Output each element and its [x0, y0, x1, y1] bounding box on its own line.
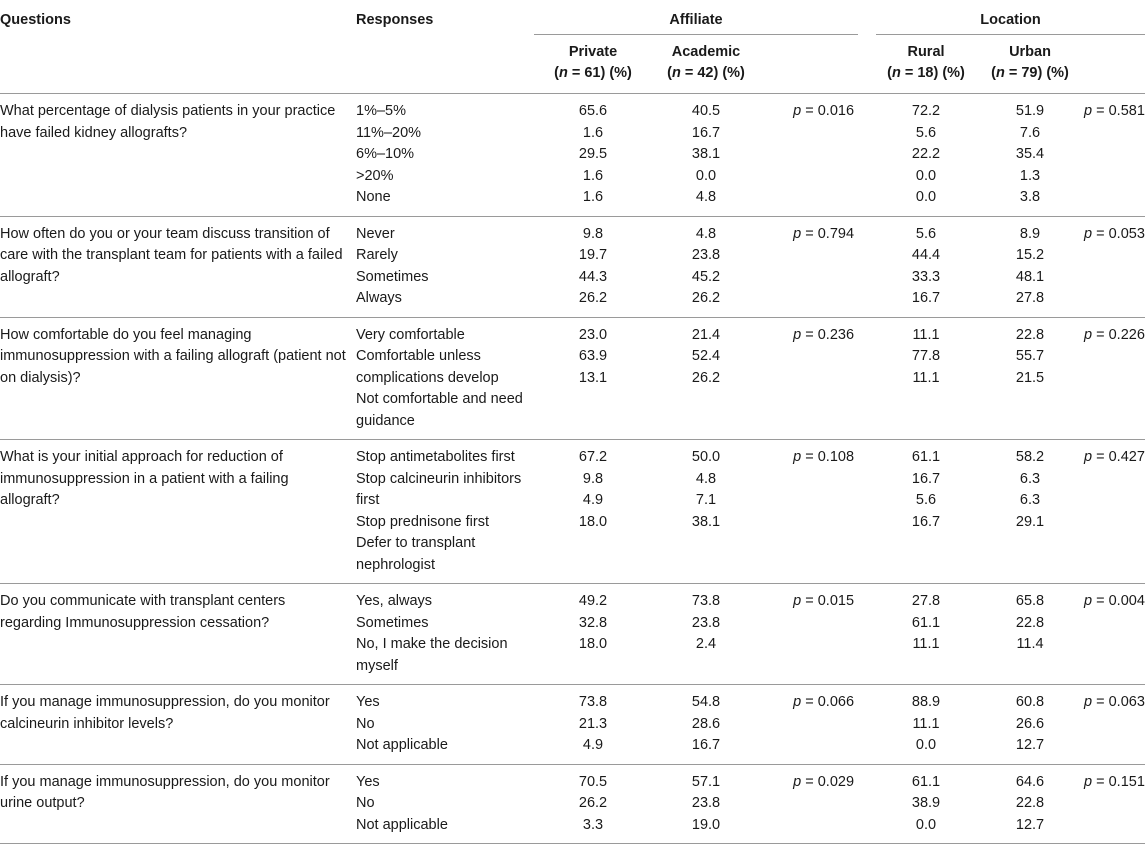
private-value: 63.9 — [578, 348, 608, 364]
p-value-location-cell — [1084, 584, 1145, 685]
private-value: 1.6 — [582, 167, 604, 184]
private-value: 65.6 — [578, 103, 608, 119]
response-label: 1%–5% — [356, 103, 406, 119]
private-cell — [534, 764, 652, 844]
private-value: 18.0 — [578, 513, 608, 530]
urban-value: 58.2 — [1015, 449, 1045, 465]
private-value: 21.3 — [578, 715, 608, 732]
urban-value: 51.9 — [1015, 103, 1045, 119]
p-value-location-cell — [1084, 685, 1145, 765]
private-value: 4.9 — [582, 737, 604, 753]
responses-cell — [356, 685, 534, 765]
table-row — [0, 685, 1145, 765]
response-label: Sometimes — [356, 614, 429, 631]
academic-value: 38.1 — [691, 146, 721, 162]
p-value-affiliate: p = 0.794 — [793, 225, 855, 242]
response-label: Very comfortable — [356, 326, 465, 343]
private-value: 19.7 — [578, 247, 608, 263]
p-value-affiliate-cell — [760, 764, 858, 844]
p-value-affiliate-cell — [760, 440, 858, 584]
p-value-affiliate: p = 0.108 — [793, 449, 855, 465]
academic-value: 28.6 — [691, 715, 721, 732]
response-label: Not applicable — [356, 737, 448, 753]
urban-cell — [976, 764, 1084, 844]
academic-value: 19.0 — [691, 816, 721, 833]
p-value-location: p = 0.581 — [1084, 103, 1145, 119]
p-value-location: p = 0.063 — [1084, 694, 1145, 710]
urban-cell — [976, 216, 1084, 317]
private-value: 23.0 — [578, 326, 608, 343]
urban-value: 65.8 — [1015, 593, 1045, 609]
p-value-affiliate: p = 0.016 — [793, 103, 855, 119]
academic-cell — [652, 584, 760, 685]
p-value-affiliate-cell — [760, 584, 858, 685]
rural-value: 16.7 — [911, 513, 941, 530]
academic-value: 73.8 — [691, 593, 721, 609]
responses-cell — [356, 94, 534, 217]
response-label: Never — [356, 225, 395, 242]
urban-value: 12.7 — [1015, 737, 1045, 753]
academic-value: 16.7 — [691, 737, 721, 753]
academic-cell — [652, 764, 760, 844]
p-value-location: p = 0.004 — [1084, 593, 1145, 609]
urban-value: 48.1 — [1015, 268, 1045, 285]
private-value: 29.5 — [578, 146, 608, 162]
response-label: Sometimes — [356, 268, 429, 285]
rural-value: 61.1 — [911, 614, 941, 631]
private-cell — [534, 216, 652, 317]
private-value: 67.2 — [578, 449, 608, 465]
response-label: No — [356, 715, 375, 732]
academic-value: 23.8 — [691, 795, 721, 811]
group-spacer — [858, 94, 876, 217]
p-value-location-cell — [1084, 440, 1145, 584]
group-spacer — [858, 216, 876, 317]
header-private-label: Private — [568, 44, 618, 60]
urban-value: 55.7 — [1015, 348, 1045, 364]
response-label: 6%–10% — [356, 146, 415, 162]
p-value-affiliate: p = 0.015 — [793, 593, 855, 609]
academic-value: 4.8 — [695, 225, 717, 242]
private-cell — [534, 317, 652, 440]
header-row — [0, 0, 1145, 35]
urban-value: 7.6 — [1019, 124, 1041, 141]
private-value: 70.5 — [578, 773, 608, 790]
p-value-location: p = 0.053 — [1084, 225, 1145, 242]
urban-value: 35.4 — [1015, 146, 1045, 162]
rural-value: 16.7 — [911, 470, 941, 487]
response-label: Yes — [356, 694, 380, 710]
header-rural-n: (n = 18) (%) — [887, 65, 965, 81]
private-value: 1.6 — [582, 124, 604, 141]
rural-cell — [876, 317, 976, 440]
rural-value: 11.1 — [912, 326, 940, 343]
response-label: No — [356, 795, 375, 811]
p-value-location-cell — [1084, 216, 1145, 317]
academic-value: 40.5 — [691, 103, 721, 119]
academic-value: 38.1 — [691, 513, 721, 530]
rural-value: 88.9 — [911, 694, 941, 710]
rural-value: 27.8 — [911, 593, 941, 609]
urban-value: 8.9 — [1019, 225, 1041, 242]
table-row — [0, 317, 1145, 440]
group-spacer — [858, 317, 876, 440]
private-value: 4.9 — [582, 492, 604, 508]
urban-cell — [976, 317, 1084, 440]
urban-cell — [976, 94, 1084, 217]
response-label: No, I make the decision myself — [356, 636, 508, 674]
responses-cell — [356, 584, 534, 685]
private-value: 9.8 — [582, 225, 604, 242]
response-label: Stop prednisone first — [356, 513, 489, 530]
rural-cell — [876, 216, 976, 317]
group-spacer — [858, 440, 876, 584]
rural-value: 77.8 — [911, 348, 941, 364]
question-cell: What is your initial approach for reduction of immunosuppression in a patient with a failing allograft? — [0, 440, 356, 584]
response-label: Always — [356, 290, 402, 306]
header-academic — [652, 35, 760, 94]
rural-value: 72.2 — [911, 103, 941, 119]
academic-value: 23.8 — [691, 247, 721, 263]
urban-value: 3.8 — [1019, 189, 1041, 205]
p-value-location-cell — [1084, 317, 1145, 440]
rural-value: 61.1 — [911, 773, 941, 790]
rural-value: 61.1 — [911, 449, 941, 465]
rural-value: 0.0 — [915, 189, 937, 205]
urban-value: 22.8 — [1015, 795, 1045, 811]
private-value: 9.8 — [582, 470, 604, 487]
rural-cell — [876, 685, 976, 765]
urban-value: 26.6 — [1015, 715, 1045, 732]
rural-cell — [876, 764, 976, 844]
academic-value: 21.4 — [691, 326, 721, 343]
header-questions: Questions — [0, 12, 71, 28]
rural-value: 0.0 — [915, 167, 937, 184]
response-label: Not applicable — [356, 816, 448, 833]
academic-value: 52.4 — [691, 348, 721, 364]
responses-cell — [356, 440, 534, 584]
response-label: Yes, always — [356, 593, 433, 609]
header-urban — [976, 35, 1084, 94]
header-private — [534, 35, 652, 94]
urban-value: 22.8 — [1015, 614, 1045, 631]
private-value: 26.2 — [578, 290, 608, 306]
responses-cell — [356, 764, 534, 844]
table-row — [0, 216, 1145, 317]
urban-value: 64.6 — [1015, 773, 1045, 790]
private-value: 1.6 — [582, 189, 604, 205]
header-rural-label: Rural — [907, 44, 945, 60]
header-location: Location — [876, 0, 1145, 35]
private-value: 49.2 — [578, 593, 608, 609]
rural-value: 11.1 — [912, 636, 940, 652]
response-label: Comfortable unless complications develop — [356, 348, 499, 386]
p-value-location-cell — [1084, 764, 1145, 844]
header-academic-n: (n = 42) (%) — [667, 65, 745, 81]
rural-value: 0.0 — [915, 816, 937, 833]
responses-cell — [356, 216, 534, 317]
private-value: 44.3 — [578, 268, 608, 285]
academic-value: 57.1 — [691, 773, 721, 790]
question-cell: How often do you or your team discuss transition of care with the transplant team for patients with a failed allograft? — [0, 216, 356, 317]
rural-value: 5.6 — [915, 492, 937, 508]
p-value-affiliate: p = 0.066 — [793, 694, 855, 710]
p-value-location-cell — [1084, 94, 1145, 217]
private-value: 32.8 — [578, 614, 608, 631]
header-urban-n: (n = 79) (%) — [991, 65, 1069, 81]
rural-value: 33.3 — [911, 268, 941, 285]
rural-value: 22.2 — [911, 146, 941, 162]
academic-value: 4.8 — [695, 470, 717, 487]
rural-value: 11.1 — [912, 369, 940, 386]
private-value: 3.3 — [582, 816, 604, 833]
urban-value: 1.3 — [1019, 167, 1041, 184]
header-urban-label: Urban — [1009, 44, 1051, 60]
academic-value: 0.0 — [695, 167, 717, 184]
private-value: 73.8 — [578, 694, 608, 710]
question-cell: What percentage of dialysis patients in your practice have failed kidney allografts? — [0, 94, 356, 217]
urban-value: 22.8 — [1015, 326, 1045, 343]
p-value-affiliate-cell — [760, 216, 858, 317]
rural-cell — [876, 94, 976, 217]
academic-cell — [652, 94, 760, 217]
urban-value: 12.7 — [1015, 816, 1045, 833]
urban-value: 27.8 — [1015, 290, 1045, 306]
response-label: 11%–20% — [356, 124, 422, 141]
urban-value: 29.1 — [1015, 513, 1045, 530]
urban-cell — [976, 440, 1084, 584]
rural-value: 38.9 — [911, 795, 941, 811]
p-value-location: p = 0.427 — [1084, 449, 1145, 465]
table-row — [0, 440, 1145, 584]
response-label: >20% — [356, 167, 394, 184]
question-cell: If you manage immunosuppression, do you monitor urine output? — [0, 764, 356, 844]
header-rural — [876, 35, 976, 94]
group-spacer — [858, 764, 876, 844]
private-cell — [534, 440, 652, 584]
header-private-n: (n = 61) (%) — [554, 65, 632, 81]
academic-value: 7.1 — [695, 492, 717, 508]
academic-value: 16.7 — [691, 124, 721, 141]
rural-value: 5.6 — [915, 225, 937, 242]
academic-value: 2.4 — [695, 636, 717, 652]
private-cell — [534, 94, 652, 217]
rural-value: 0.0 — [915, 737, 937, 753]
urban-cell — [976, 584, 1084, 685]
response-label: None — [356, 189, 391, 205]
table-row — [0, 764, 1145, 844]
p-value-affiliate-cell — [760, 685, 858, 765]
p-value-affiliate: p = 0.029 — [793, 773, 855, 790]
table-row — [0, 94, 1145, 217]
private-value: 13.1 — [578, 369, 608, 386]
p-value-affiliate-cell — [760, 317, 858, 440]
private-value: 26.2 — [578, 795, 608, 811]
urban-value: 60.8 — [1015, 694, 1045, 710]
academic-value: 50.0 — [691, 449, 721, 465]
academic-value: 45.2 — [691, 268, 721, 285]
urban-value: 6.3 — [1019, 470, 1041, 487]
private-value: 18.0 — [578, 636, 608, 652]
private-cell — [534, 685, 652, 765]
responses-cell — [356, 317, 534, 440]
question-cell: Do you communicate with transplant centers regarding Immunosuppression cessation? — [0, 584, 356, 685]
question-cell: If you manage immunosuppression, do you monitor calcineurin inhibitor levels? — [0, 685, 356, 765]
group-spacer — [858, 584, 876, 685]
question-cell: How comfortable do you feel managing immunosuppression with a failing allograft (patient not on dialysis)? — [0, 317, 356, 440]
urban-value: 21.5 — [1015, 369, 1045, 386]
academic-value: 4.8 — [695, 189, 717, 205]
rural-value: 11.1 — [912, 715, 940, 732]
response-label: Not comfortable and need guidance — [356, 391, 523, 429]
academic-cell — [652, 685, 760, 765]
rural-value: 16.7 — [911, 290, 941, 306]
response-label: Stop calcineurin inhibitors first — [356, 470, 522, 508]
header-academic-label: Academic — [671, 44, 741, 60]
p-value-affiliate: p = 0.236 — [793, 326, 855, 343]
p-value-affiliate-cell — [760, 94, 858, 217]
header-responses: Responses — [356, 12, 434, 28]
response-label: Yes — [356, 773, 380, 790]
academic-value: 26.2 — [691, 369, 721, 386]
p-value-location: p = 0.151 — [1084, 773, 1145, 790]
p-value-location: p = 0.226 — [1084, 326, 1145, 343]
urban-cell — [976, 685, 1084, 765]
response-label: Stop antimetabolites first — [356, 449, 515, 465]
academic-value: 54.8 — [691, 694, 721, 710]
private-cell — [534, 584, 652, 685]
academic-cell — [652, 440, 760, 584]
rural-value: 44.4 — [911, 247, 941, 263]
rural-value: 5.6 — [915, 124, 937, 141]
urban-value: 11.4 — [1016, 636, 1044, 652]
academic-cell — [652, 216, 760, 317]
urban-value: 15.2 — [1015, 247, 1045, 263]
urban-value: 6.3 — [1019, 492, 1041, 508]
rural-cell — [876, 584, 976, 685]
table-row — [0, 584, 1145, 685]
table-body — [0, 94, 1145, 844]
academic-cell — [652, 317, 760, 440]
academic-value: 23.8 — [691, 614, 721, 631]
group-spacer — [858, 685, 876, 765]
rural-cell — [876, 440, 976, 584]
response-label: Defer to transplant nephrologist — [356, 535, 476, 573]
header-affiliate: Affiliate — [534, 0, 858, 35]
response-label: Rarely — [356, 247, 398, 263]
academic-value: 26.2 — [691, 290, 721, 306]
